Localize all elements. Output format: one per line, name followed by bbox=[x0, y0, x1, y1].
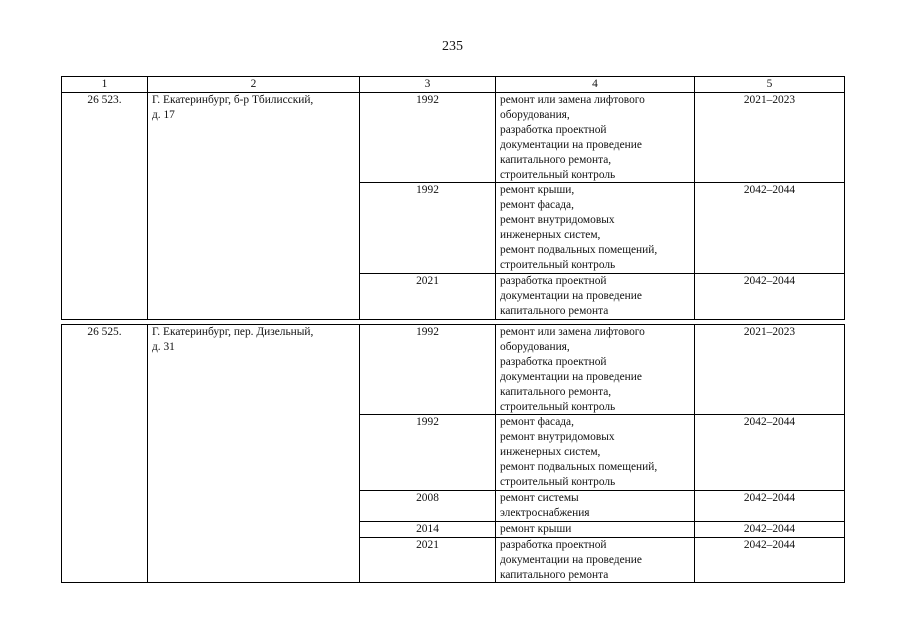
year-cell: 2021 bbox=[360, 537, 496, 583]
address-line: Г. Екатеринбург, пер. Дизельный, bbox=[152, 326, 314, 338]
capital-repair-table-1 bbox=[61, 76, 845, 320]
entry-number: 26 523. bbox=[62, 93, 148, 320]
work-line: ремонт подвальных помещений, bbox=[500, 244, 658, 257]
address-line: д. 31 bbox=[152, 340, 175, 353]
work-line: капитального ремонта, bbox=[500, 153, 612, 166]
work-line: разработка проектной bbox=[500, 538, 607, 551]
year-cell: 1992 bbox=[360, 93, 496, 183]
work-line: оборудования, bbox=[500, 108, 570, 121]
work-line: строительный контроль bbox=[500, 168, 616, 181]
capital-repair-table-2 bbox=[61, 324, 845, 583]
works-cell bbox=[496, 325, 695, 415]
period-cell: 2042–2044 bbox=[695, 273, 845, 319]
period-cell: 2042–2044 bbox=[695, 521, 845, 537]
work-line: разработка проектной bbox=[500, 274, 607, 287]
works-cell bbox=[496, 183, 695, 273]
period-cell: 2042–2044 bbox=[695, 183, 845, 273]
work-line: разработка проектной bbox=[500, 355, 607, 368]
work-line: ремонт или замена лифтового bbox=[500, 94, 645, 106]
work-line: ремонт внутридомовых bbox=[500, 431, 615, 444]
address-line: Г. Екатеринбург, б-р Тбилисский, bbox=[152, 94, 314, 106]
work-line: разработка проектной bbox=[500, 123, 607, 136]
page-number: 235 bbox=[442, 39, 463, 54]
entry-number: 26 525. bbox=[62, 325, 148, 583]
period-cell: 2042–2044 bbox=[695, 415, 845, 491]
work-line: капитального ремонта bbox=[500, 304, 609, 317]
year-cell: 2014 bbox=[360, 521, 496, 537]
work-line: ремонт фасада, bbox=[500, 416, 574, 429]
work-line: документации на проведение bbox=[500, 289, 642, 302]
works-cell bbox=[496, 537, 695, 583]
work-line: капитального ремонта bbox=[500, 568, 609, 581]
table-row bbox=[62, 93, 845, 183]
year-cell: 1992 bbox=[360, 415, 496, 491]
column-header-4: 4 bbox=[496, 77, 695, 93]
column-header-5: 5 bbox=[695, 77, 845, 93]
table-header-row bbox=[62, 77, 845, 93]
column-header-2: 2 bbox=[148, 77, 360, 93]
work-line: электроснабжения bbox=[500, 506, 590, 519]
period-cell: 2021–2023 bbox=[695, 325, 845, 415]
work-line: документации на проведение bbox=[500, 553, 642, 566]
work-line: инженерных систем, bbox=[500, 446, 601, 459]
column-header-1: 1 bbox=[62, 77, 148, 93]
period-cell: 2042–2044 bbox=[695, 490, 845, 521]
work-line: документации на проведение bbox=[500, 138, 642, 151]
works-cell bbox=[496, 273, 695, 319]
work-line: ремонт внутридомовых bbox=[500, 214, 615, 227]
work-line: ремонт подвальных помещений, bbox=[500, 461, 658, 474]
entry-address bbox=[148, 325, 360, 583]
work-line: строительный контроль bbox=[500, 258, 616, 271]
year-cell: 1992 bbox=[360, 183, 496, 273]
work-line: ремонт крыши bbox=[500, 522, 572, 535]
work-line: строительный контроль bbox=[500, 400, 616, 413]
entry-address bbox=[148, 93, 360, 320]
works-cell bbox=[496, 490, 695, 521]
column-header-3: 3 bbox=[360, 77, 496, 93]
table-row bbox=[62, 325, 845, 415]
work-line: капитального ремонта, bbox=[500, 385, 612, 398]
year-cell: 2021 bbox=[360, 273, 496, 319]
work-line: ремонт или замена лифтового bbox=[500, 326, 645, 338]
works-cell bbox=[496, 415, 695, 491]
work-line: инженерных систем, bbox=[500, 229, 601, 242]
works-cell bbox=[496, 93, 695, 183]
work-line: строительный контроль bbox=[500, 476, 616, 489]
work-line: ремонт фасада, bbox=[500, 199, 574, 212]
year-cell: 1992 bbox=[360, 325, 496, 415]
work-line: оборудования, bbox=[500, 340, 570, 353]
work-line: документации на проведение bbox=[500, 370, 642, 383]
period-cell: 2021–2023 bbox=[695, 93, 845, 183]
work-line: ремонт крыши, bbox=[500, 184, 575, 197]
period-cell: 2042–2044 bbox=[695, 537, 845, 583]
works-cell bbox=[496, 521, 695, 537]
address-line: д. 17 bbox=[152, 108, 175, 121]
year-cell: 2008 bbox=[360, 490, 496, 521]
work-line: ремонт системы bbox=[500, 491, 579, 504]
